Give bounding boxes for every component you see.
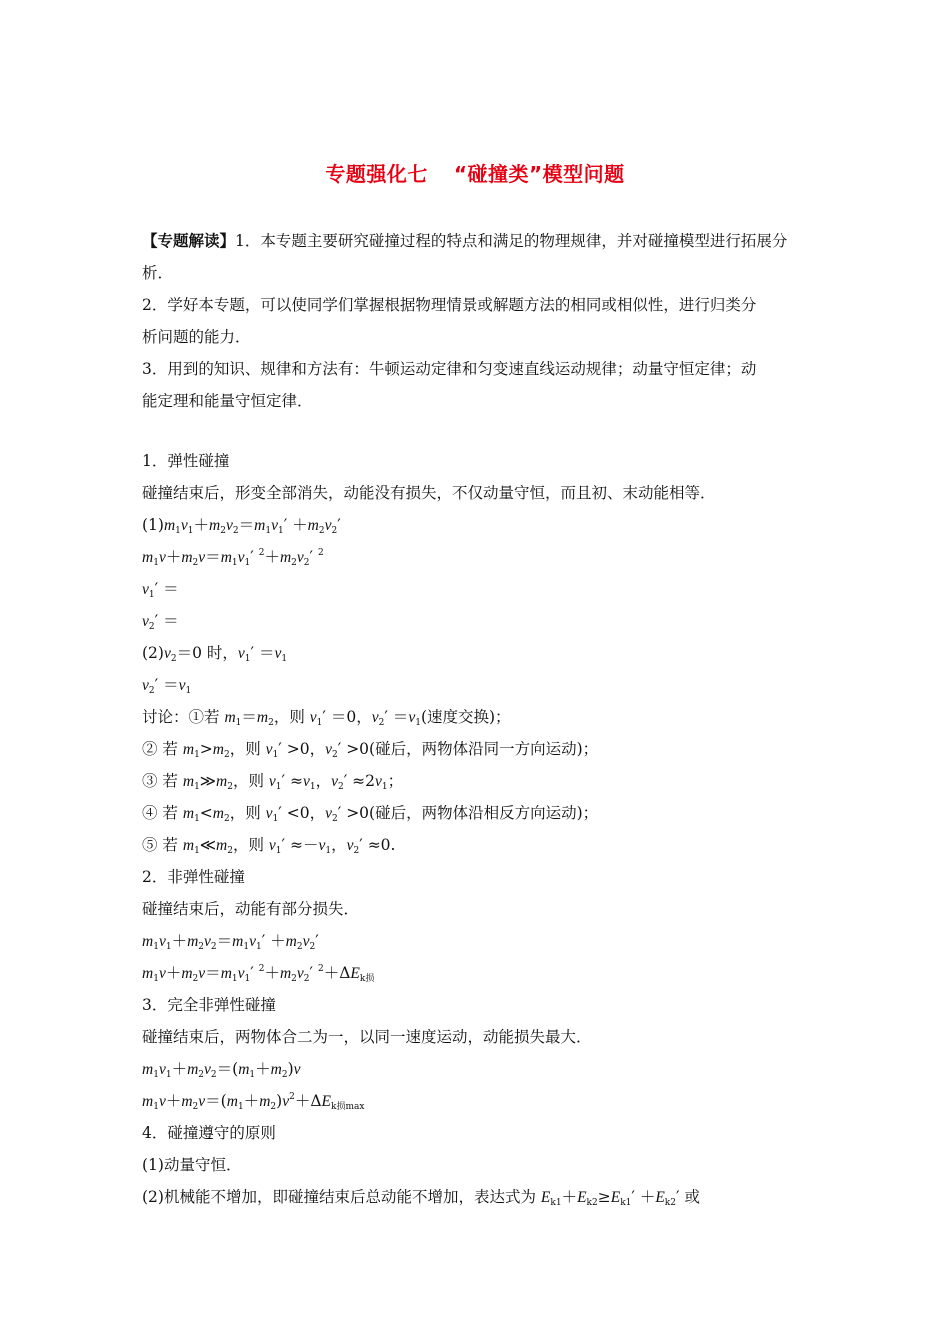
section-3-desc: 碰撞结束后，两物体合二为一，以同一速度运动，动能损失最大．: [142, 1028, 592, 1046]
formula-momentum: $(1)m_1v_1+m_2v_2=m_1v_1' +m_2v_2'$: [142, 516, 341, 536]
title-main: 专题强化七: [325, 162, 428, 186]
intro-line-2: 析．: [142, 264, 174, 282]
section-2-heading: 2．非弹性碰撞: [142, 868, 245, 886]
formula-case-2a: $(2)v_2=0$ 时，$v_1' =v_1$: [142, 644, 288, 664]
intro-line-6: 能定理和能量守恒定律．: [142, 392, 313, 410]
intro-line-1: [142, 231, 822, 251]
intro-line-5: 3．用到的知识、规律和方法有：牛顿运动定律和匀变速直线运动规律；动量守恒定律；动: [142, 360, 757, 378]
rule-1: (1)动量守恒．: [142, 1156, 242, 1174]
discussion-2: ② 若 $m_1>m_2$，则 $v_1' >0$，$v_2' >0$(碰后，两物体沿同一方向运动)；: [142, 740, 599, 760]
rule-2: (2)机械能不增加，即碰撞结束后总动能不增加，表达式为 $E_{k1}+E_{k2}\ge E_{k1}' +E_{k2}'$ 或: [142, 1188, 700, 1208]
formula-energy: $m_1v+m_2v=m_1v_1'$ $^2+m_2v_2'$ $^2$: [142, 548, 324, 568]
section-2-desc: 碰撞结束后，动能有部分损失．: [142, 900, 360, 918]
formula-v1-prime: $v_1'$ ＝: [142, 580, 179, 600]
intro-line-4: 析问题的能力．: [142, 328, 251, 346]
discussion-3: ③ 若 $m_1≫m_2$，则 $v_1' \approx v_1$，$v_2' \approx 2v_1$；: [142, 772, 404, 792]
discussion-5: ⑤ 若 $m_1≪m_2$，则 $v_1' \approx-v_1$，$v_2' \approx 0$.: [142, 836, 396, 856]
discussion-1: 讨论：①若 $m_1=m_2$，则 $v_1' =0$，$v_2' =v_1$(速度交换)；: [142, 708, 511, 728]
discuss-label: 讨论：: [142, 708, 189, 726]
page-title: [0, 158, 950, 187]
discussion-4: ④ 若 $m_1<m_2$，则 $v_1' <0$，$v_2' >0$(碰后，两物体沿相反方向运动)；: [142, 804, 599, 824]
section-3-heading: 3．完全非弹性碰撞: [142, 996, 276, 1014]
formula-inelastic-momentum: $m_1v_1+m_2v_2=m_1v_1' +m_2v_2'$: [142, 932, 319, 952]
formula-case-2b: $v_2' =v_1$: [142, 676, 192, 696]
formula-perfect-energy: $m_1v+m_2v=(m_1+m_2)v^2+\Delta E_{k损max}$: [142, 1092, 365, 1112]
intro-label: 【专题解读】: [142, 231, 236, 250]
formula-perfect-momentum: $m_1v_1+m_2v_2=(m_1+m_2)v$: [142, 1060, 301, 1080]
title-quoted: “碰撞类”模型问题: [453, 162, 625, 186]
intro-text: 1．本专题主要研究碰撞过程的特点和满足的物理规律，并对碰撞模型进行拓展分: [235, 232, 788, 250]
section-4-heading: 4．碰撞遵守的原则: [142, 1124, 276, 1142]
formula-v2-prime: $v_2'$ ＝: [142, 612, 179, 632]
section-1-heading: 1．弹性碰撞: [142, 452, 230, 470]
section-1-desc: 碰撞结束后，形变全部消失，动能没有损失，不仅动量守恒，而且初、末动能相等．: [142, 484, 716, 502]
formula-inelastic-energy: $m_1v+m_2v=m_1v_1'$ $^2+m_2v_2'$ $^2+\Delta E_{k损}$: [142, 964, 375, 984]
intro-line-3: 2．学好本专题，可以使同学们掌握根据物理情景或解题方法的相同或相似性，进行归类分: [142, 296, 757, 314]
